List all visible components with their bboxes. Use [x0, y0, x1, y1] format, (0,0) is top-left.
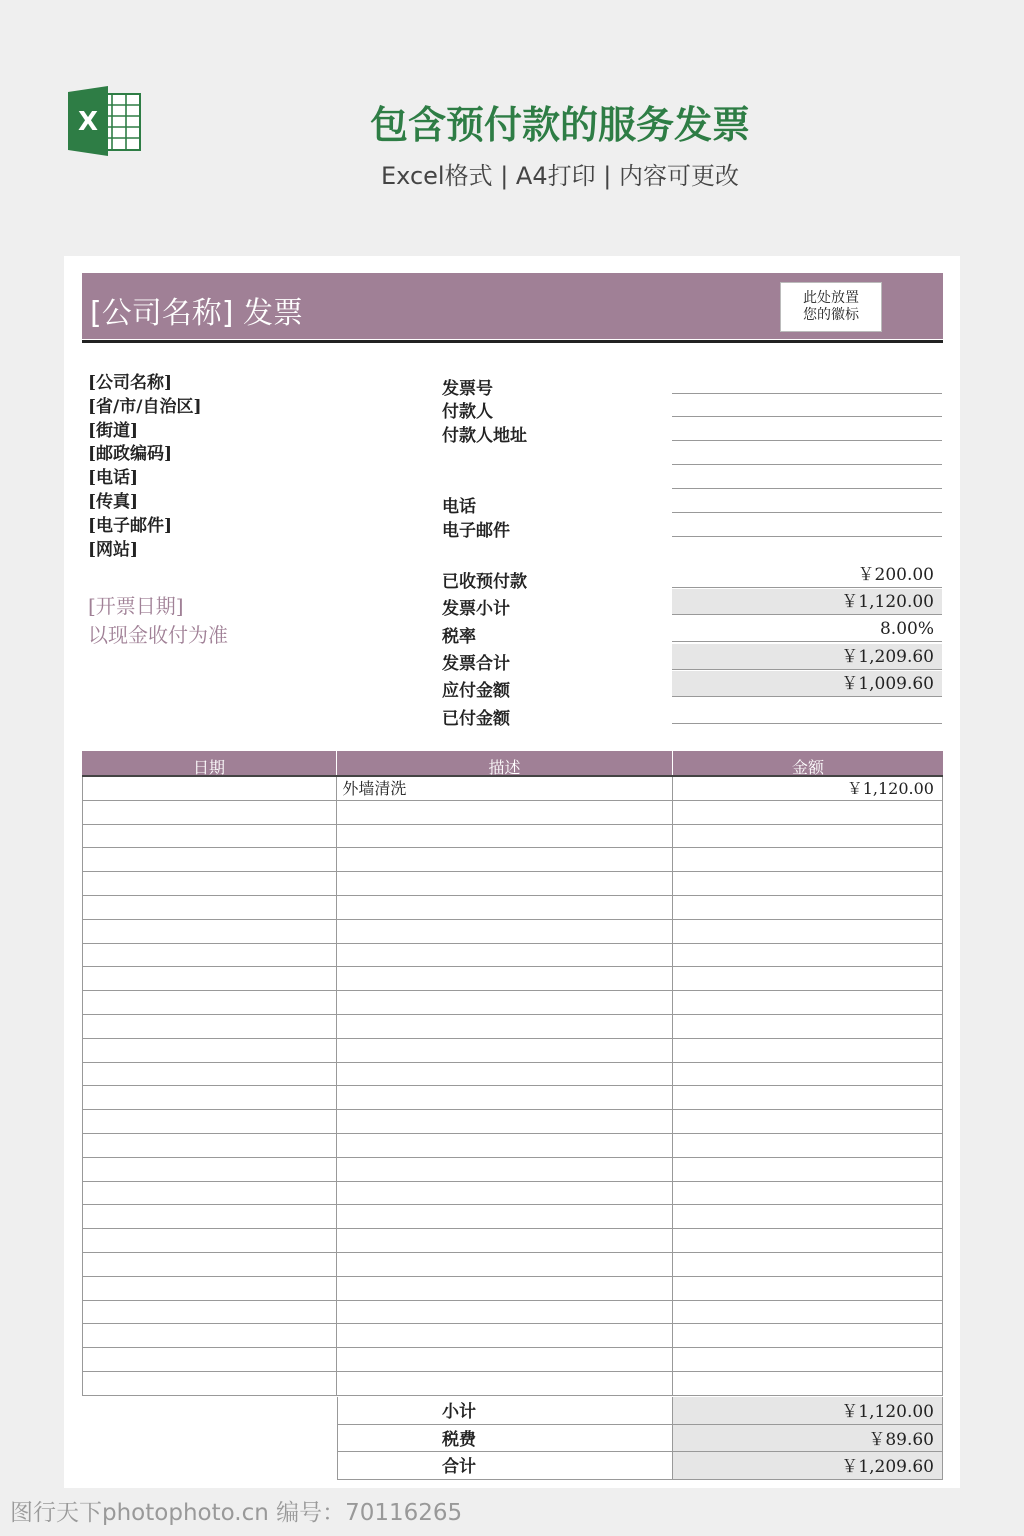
column-header-amount: 金额 — [791, 758, 824, 775]
excel-icon — [68, 86, 142, 156]
summary-total-value[interactable]: ￥1,209.60 — [673, 1452, 942, 1479]
table-row — [83, 1063, 942, 1087]
cell-description[interactable] — [337, 1277, 672, 1300]
amount-paid-label: 已付金额 — [442, 709, 510, 729]
logo-placeholder-line1: 此处放置 — [803, 290, 859, 306]
cell-date[interactable] — [83, 920, 337, 943]
cell-date[interactable] — [83, 896, 337, 919]
payer-address-label: 付款人地址 — [442, 426, 527, 446]
table-row — [83, 944, 942, 968]
cell-date[interactable] — [83, 1372, 337, 1395]
table-row — [83, 825, 942, 849]
summary-row-tax — [338, 1425, 942, 1453]
cell-amount[interactable] — [673, 825, 942, 848]
company-postcode[interactable]: [邮政编码] — [88, 444, 173, 465]
logo-placeholder-line2: 您的徽标 — [803, 307, 859, 323]
company-street[interactable]: [街道] — [88, 420, 139, 441]
cell-date[interactable] — [83, 1277, 337, 1300]
cell-description[interactable] — [337, 1205, 672, 1228]
cell-amount[interactable] — [673, 967, 942, 990]
cell-date[interactable] — [83, 872, 337, 895]
table-row — [83, 1086, 942, 1110]
cell-date[interactable] — [83, 777, 337, 800]
cell-amount[interactable] — [673, 896, 942, 919]
cell-description[interactable] — [337, 1063, 672, 1086]
cell-amount[interactable] — [673, 1372, 942, 1395]
company-info — [88, 372, 202, 562]
payment-note: 以现金收付为准 — [88, 623, 228, 647]
invoice-banner — [82, 273, 943, 339]
cell-description[interactable] — [337, 920, 672, 943]
cell-description[interactable] — [337, 1253, 672, 1276]
cell-date[interactable] — [83, 1134, 337, 1157]
cell-description[interactable] — [337, 1158, 672, 1181]
table-row — [83, 801, 942, 825]
cell-date[interactable] — [83, 825, 337, 848]
cell-date[interactable] — [83, 967, 337, 990]
banner-title[interactable]: [公司名称] 发票 — [90, 296, 303, 331]
cell-date[interactable] — [83, 1229, 337, 1252]
cell-description[interactable]: 外墙清洗 — [337, 777, 672, 800]
table-row — [83, 1158, 942, 1182]
table-row — [83, 1229, 942, 1253]
company-email[interactable]: [电子邮件] — [88, 515, 173, 536]
invoice-sheet — [64, 256, 960, 1488]
cell-date[interactable] — [83, 801, 337, 824]
cell-description[interactable] — [337, 825, 672, 848]
cell-date[interactable] — [83, 1253, 337, 1276]
invoice-date[interactable]: [开票日期] — [88, 594, 184, 618]
cell-amount[interactable] — [673, 991, 942, 1014]
payer-address-field[interactable] — [672, 440, 942, 441]
table-row — [83, 1372, 942, 1396]
cell-amount[interactable] — [673, 1110, 942, 1133]
cell-amount[interactable] — [673, 1301, 942, 1324]
invoice-number-label: 发票号 — [442, 379, 493, 399]
summary-subtotal-label: 小计 — [338, 1397, 673, 1424]
cell-amount[interactable] — [673, 1348, 942, 1371]
table-row — [83, 967, 942, 991]
cell-description[interactable] — [337, 848, 672, 871]
cell-date[interactable] — [83, 848, 337, 871]
summary-subtotal-value[interactable]: ￥1,120.00 — [673, 1397, 942, 1424]
email-label: 电子邮件 — [442, 521, 510, 541]
table-row — [83, 1324, 942, 1348]
cell-description[interactable] — [337, 1134, 672, 1157]
invoice-number-field[interactable] — [672, 393, 942, 394]
email-field[interactable] — [672, 536, 942, 537]
company-fax[interactable]: [传真] — [88, 491, 139, 512]
summary-row-subtotal — [338, 1397, 942, 1425]
summary-row-total — [338, 1452, 942, 1480]
cell-amount[interactable] — [673, 1277, 942, 1300]
cell-date[interactable] — [83, 1039, 337, 1062]
cell-date[interactable] — [83, 991, 337, 1014]
cell-amount[interactable]: ￥1,120.00 — [846, 779, 934, 798]
cell-date[interactable] — [83, 1301, 337, 1324]
cell-description[interactable] — [337, 1301, 672, 1324]
cell-date[interactable] — [83, 1063, 337, 1086]
watermark: 图行天下photophoto.cn 编号：70116265 — [10, 1500, 463, 1526]
page-subtitle: Excel格式 | A4打印 | 内容可更改 — [381, 162, 739, 190]
logo-placeholder[interactable] — [780, 282, 882, 332]
cell-description[interactable] — [337, 1086, 672, 1109]
cell-amount[interactable] — [673, 1015, 942, 1038]
cell-date[interactable] — [83, 1205, 337, 1228]
company-website[interactable]: [网站] — [88, 539, 139, 560]
cell-description[interactable] — [337, 1324, 672, 1347]
payer-address-field-2[interactable] — [672, 464, 942, 465]
company-province[interactable]: [省/市/自治区] — [88, 396, 202, 417]
company-name[interactable]: [公司名称] — [88, 373, 173, 393]
cell-amount[interactable] — [673, 1063, 942, 1086]
cell-description[interactable] — [337, 944, 672, 967]
summary-tax-label: 税费 — [338, 1425, 673, 1452]
column-header-date: 日期 — [82, 751, 337, 775]
cell-date[interactable] — [83, 1110, 337, 1133]
subtotal-label: 发票小计 — [442, 599, 510, 619]
page-title: 包含预付款的服务发票 — [369, 103, 750, 147]
subtotal-value[interactable]: ￥1,120.00 — [672, 589, 942, 615]
cell-description[interactable] — [337, 967, 672, 990]
prepaid-label: 已收预付款 — [442, 572, 527, 592]
cell-date[interactable] — [83, 1348, 337, 1371]
table-row — [83, 872, 942, 896]
table-row — [83, 1015, 942, 1039]
cell-description[interactable] — [337, 1039, 672, 1062]
banner-divider — [82, 340, 943, 343]
prepaid-value[interactable]: ￥200.00 — [672, 562, 942, 588]
tax-rate-value[interactable]: 8.00% — [672, 616, 942, 642]
cell-date[interactable] — [83, 944, 337, 967]
table-row — [83, 848, 942, 872]
cell-amount[interactable] — [673, 1253, 942, 1276]
cell-description[interactable] — [337, 991, 672, 1014]
cell-description[interactable] — [337, 801, 672, 824]
summary-total-label: 合计 — [338, 1452, 673, 1479]
cell-amount[interactable] — [673, 801, 942, 824]
company-phone[interactable]: [电话] — [88, 468, 139, 489]
table-row — [83, 1182, 942, 1206]
cell-description[interactable] — [337, 1110, 672, 1133]
cell-description[interactable] — [337, 1182, 672, 1205]
cell-date[interactable] — [83, 1182, 337, 1205]
table-row — [83, 1253, 942, 1277]
phone-field[interactable] — [672, 512, 942, 513]
table-row — [83, 1134, 942, 1158]
table-row — [83, 1110, 942, 1134]
invoice-total-value[interactable]: ￥1,209.60 — [672, 644, 942, 670]
invoice-total-label: 发票合计 — [442, 654, 510, 674]
payer-address-field-3[interactable] — [672, 488, 942, 489]
cell-description[interactable] — [337, 1015, 672, 1038]
column-header-description: 描述 — [337, 751, 673, 775]
line-items-table — [82, 777, 943, 1396]
cell-amount[interactable] — [673, 1158, 942, 1181]
cell-amount[interactable] — [673, 872, 942, 895]
cell-amount[interactable] — [673, 1324, 942, 1347]
svg-text:X: X — [77, 107, 99, 137]
amount-due-label: 应付金额 — [442, 681, 510, 701]
cell-date[interactable] — [83, 1086, 337, 1109]
table-row — [83, 1277, 942, 1301]
cell-description[interactable] — [337, 1348, 672, 1371]
cell-amount[interactable] — [673, 920, 942, 943]
cell-amount[interactable] — [673, 1205, 942, 1228]
table-row — [83, 1301, 942, 1325]
payer-label: 付款人 — [442, 402, 493, 422]
table-row — [83, 777, 942, 801]
cell-amount[interactable] — [673, 1182, 942, 1205]
summary-block — [337, 1397, 943, 1480]
cell-date[interactable] — [83, 1015, 337, 1038]
table-row — [83, 991, 942, 1015]
cell-amount[interactable] — [673, 1039, 942, 1062]
cell-description[interactable] — [337, 1229, 672, 1252]
cell-amount[interactable] — [673, 1134, 942, 1157]
cell-description[interactable] — [337, 872, 672, 895]
table-row — [83, 1348, 942, 1372]
phone-label: 电话 — [442, 497, 476, 517]
table-header — [82, 751, 943, 777]
cell-date[interactable] — [83, 1324, 337, 1347]
cell-amount[interactable] — [673, 1086, 942, 1109]
table-row — [83, 1039, 942, 1063]
amount-due-value[interactable]: ￥1,009.60 — [672, 671, 942, 697]
cell-amount[interactable] — [673, 944, 942, 967]
summary-tax-value[interactable]: ￥89.60 — [673, 1425, 942, 1452]
table-row — [83, 920, 942, 944]
tax-rate-label: 税率 — [442, 627, 476, 647]
cell-amount[interactable] — [673, 848, 942, 871]
amount-paid-value[interactable] — [672, 698, 942, 724]
table-row — [83, 1205, 942, 1229]
cell-description[interactable] — [337, 896, 672, 919]
cell-description[interactable] — [337, 1372, 672, 1395]
cell-date[interactable] — [83, 1158, 337, 1181]
table-row — [83, 896, 942, 920]
cell-amount[interactable] — [673, 1229, 942, 1252]
payer-field[interactable] — [672, 416, 942, 417]
